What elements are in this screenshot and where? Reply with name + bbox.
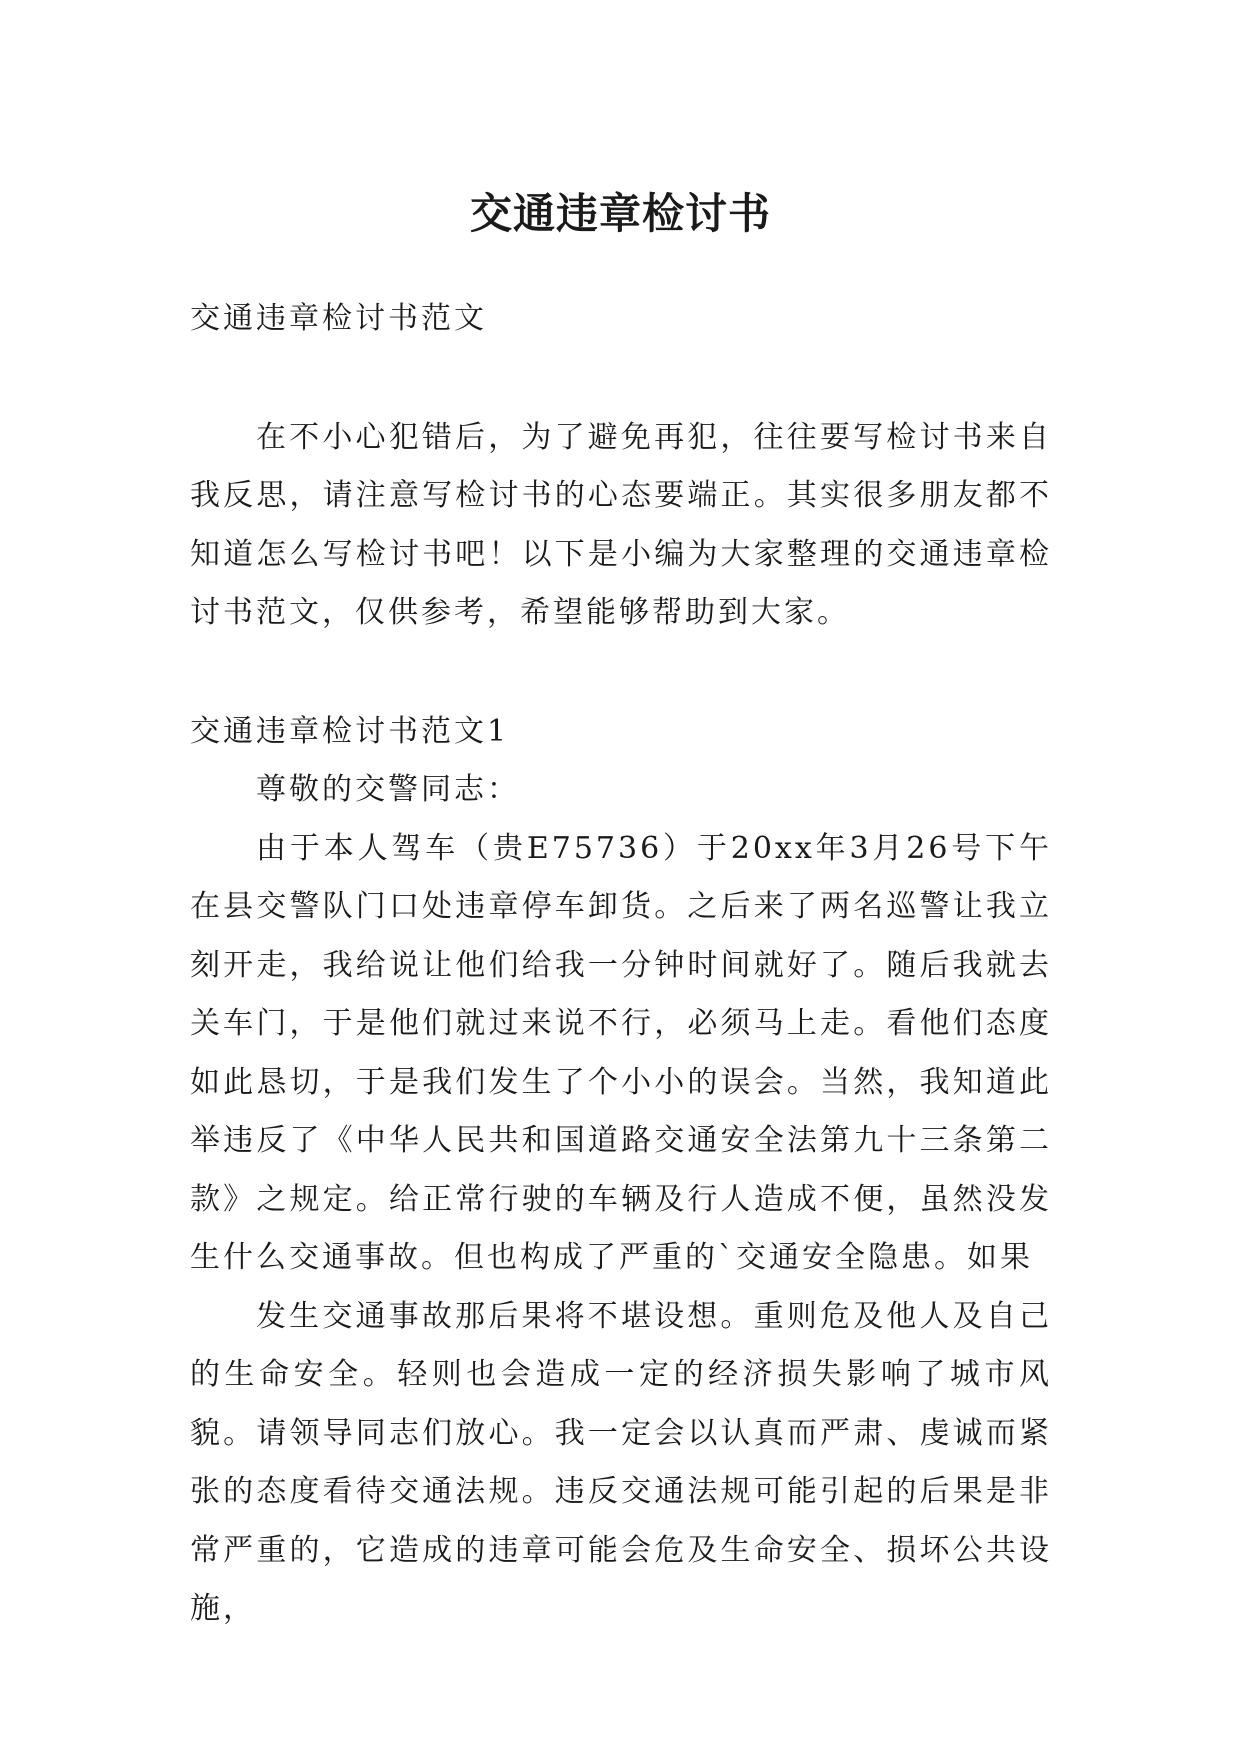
salutation: 尊敬的交警同志：	[256, 772, 520, 807]
body-paragraph-2: 发生交通事故那后果将不堪设想。重则危及他人及自己的生命安全。轻则也会造成一定的经济损失影响了城市风貌。请领导同志们放心。我一定会以认真而严肃、虔诚而紧张的态度看待交通法规。违反交通法规可能引起的后果是非常严重的，它造成的违章可能会危及生命安全、损坏公共设施，	[190, 1298, 1052, 1626]
document-body	[190, 290, 1052, 1639]
body-paragraph-1: 由于本人驾车（贵E75736）于20xx年3月26号下午在县交警队门口处违章停车卸货。之后来了两名巡警让我立刻开走，我给说让他们给我一分钟时间就好了。随后我就去关车门，于是他们就过来说不行，必须马上走。看他们态度如此恳切，于是我们发生了个小小的误会。当然，我知道此举违反了《中华人民共和国道路交通安全法第九十三条第二款》之规定。给正常行驶的车辆及行人造成不便，虽然没发生什么交通事故。但也构成了严重的`交通安全隐患。如果	[190, 830, 1052, 1275]
section-heading: 交通违章检讨书范文1	[190, 713, 510, 749]
intro-paragraph: 在不小心犯错后，为了避免再犯，往往要写检讨书来自我反思，请注意写检讨书的心态要端正。其实很多朋友都不知道怎么写检讨书吧！以下是小编为大家整理的交通违章检讨书范文，仅供参考，希望能够帮助到大家。	[190, 419, 1052, 630]
document-title: 交通违章检讨书	[469, 189, 771, 239]
document-subtitle: 交通违章检讨书范文	[190, 301, 487, 336]
